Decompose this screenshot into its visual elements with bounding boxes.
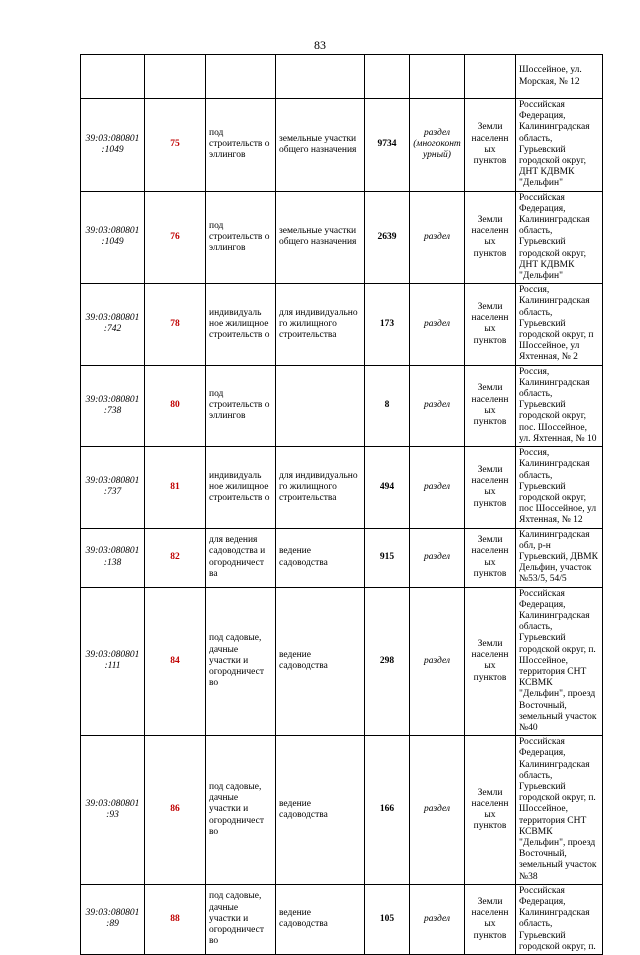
cell-type: раздел [410, 587, 465, 736]
table-row [81, 365, 603, 446]
table-row-continued [81, 55, 603, 99]
cell-address: Российская Федерация, Калининградская область, Гурьевский городской округ, ДНТ КДВМК "Дельфин" [516, 99, 603, 192]
cell-number: 76 [145, 191, 206, 284]
cell-number: 78 [145, 284, 206, 365]
cell-permitted-use: индивидуаль ное жилищное строительств о [206, 284, 276, 365]
cell-purpose: ведение садоводства [276, 528, 365, 587]
cell-address: Шоссейное, ул. Морская, № 12 [516, 55, 603, 99]
cell-category: Земли населенн ых пунктов [465, 191, 516, 284]
cell-category: Земли населенн ых пунктов [465, 528, 516, 587]
cell-address: Калининградская обл, р-н Гурьевский, ДВМК Дельфин, участок №53/5, 54/5 [516, 528, 603, 587]
cell-area: 166 [365, 736, 410, 885]
cell-address: Россия, Калининградская область, Гурьевский городской округ, п Шоссейное, ул Яхтенная, № 2 [516, 284, 603, 365]
cell-type [410, 55, 465, 99]
cell-purpose: ведение садоводства [276, 736, 365, 885]
cell-cadastral [81, 55, 145, 99]
cell-purpose: для индивидуально го жилищного строительства [276, 447, 365, 528]
cell-purpose: земельные участки общего назначения [276, 191, 365, 284]
cell-area: 8 [365, 365, 410, 446]
cell-type: раздел [410, 447, 465, 528]
cell-number: 80 [145, 365, 206, 446]
cell-permitted-use: под строительств о эллингов [206, 365, 276, 446]
cell-permitted-use: под садовые, дачные участки и огородничест во [206, 587, 276, 736]
cell-permitted-use: под строительств о эллингов [206, 99, 276, 192]
cell-category: Земли населенн ых пунктов [465, 99, 516, 192]
cell-type: раздел [410, 191, 465, 284]
cell-area [365, 55, 410, 99]
cell-cadastral: 39:03:080801 :89 [81, 884, 145, 954]
cell-category: Земли населенн ых пунктов [465, 447, 516, 528]
cell-category: Земли населенн ых пунктов [465, 587, 516, 736]
table-row [81, 587, 603, 736]
cell-number: 82 [145, 528, 206, 587]
cell-address: Российская Федерация, Калининградская область, Гурьевский городской округ, п. Шоссейное, территория СНТ КСВМК "Дельфин", проезд Восточный, земельный участок №40 [516, 587, 603, 736]
cell-cadastral: 39:03:080801 :1049 [81, 191, 145, 284]
page-number: 83 [314, 38, 326, 52]
cell-number: 75 [145, 99, 206, 192]
cell-permitted-use: индивидуаль ное жилищное строительств о [206, 447, 276, 528]
cell-number: 84 [145, 587, 206, 736]
cell-cadastral: 39:03:080801 :93 [81, 736, 145, 885]
cell-purpose: земельные участки общего назначения [276, 99, 365, 192]
cell-cadastral: 39:03:080801 :737 [81, 447, 145, 528]
table-row [81, 528, 603, 587]
cell-cadastral: 39:03:080801 :138 [81, 528, 145, 587]
cell-purpose: для индивидуально го жилищного строительства [276, 284, 365, 365]
cell-area: 2639 [365, 191, 410, 284]
cell-cadastral: 39:03:080801 :1049 [81, 99, 145, 192]
cell-area: 915 [365, 528, 410, 587]
cell-permitted-use [206, 55, 276, 99]
cell-area: 494 [365, 447, 410, 528]
cell-number [145, 55, 206, 99]
cell-permitted-use: под садовые, дачные участки и огородничест во [206, 736, 276, 885]
cell-cadastral: 39:03:080801 :742 [81, 284, 145, 365]
cell-permitted-use: для ведения садоводства и огородничест ва [206, 528, 276, 587]
table-row [81, 191, 603, 284]
cell-purpose: ведение садоводства [276, 587, 365, 736]
cell-address: Россия, Калининградская область, Гурьевский городской округ, пос Шоссейное, ул Яхтенная, № 12 [516, 447, 603, 528]
table-row [81, 884, 603, 954]
table-row [81, 99, 603, 192]
cell-category: Земли населенн ых пунктов [465, 884, 516, 954]
cell-address: Россия, Калининградская область, Гурьевский городской округ, пос. Шоссейное, ул. Яхтенная, № 10 [516, 365, 603, 446]
table-row [81, 284, 603, 365]
cell-address: Российская Федерация, Калининградская область, Гурьевский городской округ, п. [516, 884, 603, 954]
table-row [81, 736, 603, 885]
cell-type: раздел [410, 365, 465, 446]
cell-purpose [276, 365, 365, 446]
cell-permitted-use: под строительств о эллингов [206, 191, 276, 284]
cell-category: Земли населенн ых пунктов [465, 736, 516, 885]
cell-type: раздел (многоконт урный) [410, 99, 465, 192]
cell-category [465, 55, 516, 99]
cell-number: 81 [145, 447, 206, 528]
cell-category: Земли населенн ых пунктов [465, 284, 516, 365]
cell-area: 9734 [365, 99, 410, 192]
cell-area: 105 [365, 884, 410, 954]
cell-category: Земли населенн ых пунктов [465, 365, 516, 446]
land-registry-table [80, 54, 603, 955]
cell-cadastral: 39:03:080801 :111 [81, 587, 145, 736]
cell-type: раздел [410, 884, 465, 954]
cell-area: 298 [365, 587, 410, 736]
table-row [81, 447, 603, 528]
cell-type: раздел [410, 528, 465, 587]
cell-number: 88 [145, 884, 206, 954]
cell-type: раздел [410, 284, 465, 365]
cell-permitted-use: под садовые, дачные участки и огородничест во [206, 884, 276, 954]
cell-cadastral: 39:03:080801 :738 [81, 365, 145, 446]
cell-area: 173 [365, 284, 410, 365]
cell-purpose: ведение садоводства [276, 884, 365, 954]
cell-address: Российская Федерация, Калининградская область, Гурьевский городской округ, п. Шоссейное, территория СНТ КСВМК "Дельфин", проезд Восточный, земельный участок №38 [516, 736, 603, 885]
cell-address: Российская Федерация, Калининградская область, Гурьевский городской округ, ДНТ КДВМК "Дельфин" [516, 191, 603, 284]
cell-purpose [276, 55, 365, 99]
cell-type: раздел [410, 736, 465, 885]
cell-number: 86 [145, 736, 206, 885]
